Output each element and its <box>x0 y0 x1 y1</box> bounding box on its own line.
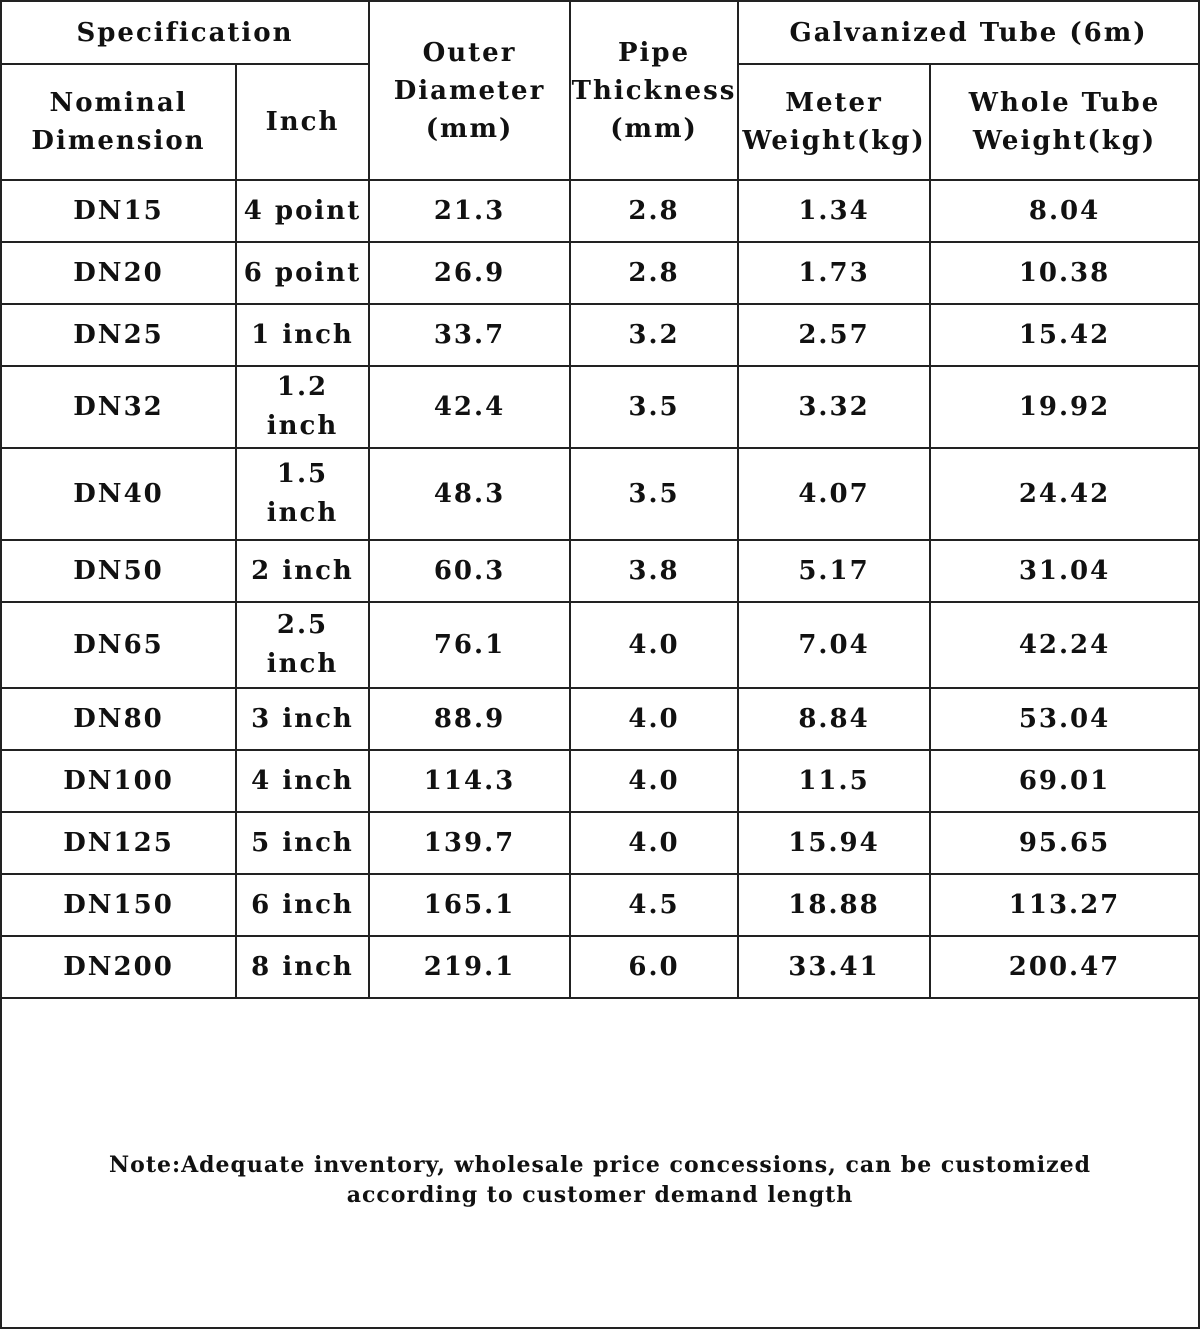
cell-inch-line: 2 inch <box>251 555 354 586</box>
table-row <box>2 936 1198 998</box>
cell-outer-diameter: 48.3 <box>369 448 570 540</box>
cell-pipe-thickness: 3.5 <box>570 448 738 540</box>
cell-meter-weight: 33.41 <box>738 936 930 998</box>
cell-outer-diameter: 219.1 <box>369 936 570 998</box>
cell-outer-diameter: 26.9 <box>369 242 570 304</box>
cell-meter-weight: 2.57 <box>738 304 930 366</box>
cell-pipe-thickness: 3.5 <box>570 366 738 448</box>
table-row <box>2 242 1198 304</box>
cell-inch <box>236 540 369 602</box>
header-meter-weight: Meter Weight(kg) <box>738 64 930 180</box>
header-whole-tube-weight: Whole Tube Weight(kg) <box>930 64 1198 180</box>
cell-inch <box>236 874 369 936</box>
cell-whole-tube-weight: 53.04 <box>930 688 1198 750</box>
table-row <box>2 812 1198 874</box>
cell-nominal-dimension: DN200 <box>2 936 236 998</box>
cell-outer-diameter: 165.1 <box>369 874 570 936</box>
cell-outer-diameter: 33.7 <box>369 304 570 366</box>
footer-note <box>2 1150 1198 1210</box>
cell-meter-weight: 8.84 <box>738 688 930 750</box>
cell-outer-diameter: 76.1 <box>369 602 570 688</box>
cell-inch <box>236 688 369 750</box>
cell-inch <box>236 242 369 304</box>
cell-inch <box>236 366 369 448</box>
cell-whole-tube-weight: 10.38 <box>930 242 1198 304</box>
cell-inch-line: 1 inch <box>251 319 354 350</box>
cell-whole-tube-weight: 200.47 <box>930 936 1198 998</box>
cell-inch-line: 3 inch <box>251 703 354 734</box>
header-outer-diameter: Outer Diameter (mm) <box>369 2 570 180</box>
table-row <box>2 366 1198 448</box>
cell-inch <box>236 602 369 688</box>
table-row <box>2 688 1198 750</box>
cell-whole-tube-weight: 24.42 <box>930 448 1198 540</box>
note-line-2: according to customer demand length <box>346 1182 854 1208</box>
cell-inch-line: 1.5 <box>276 459 329 489</box>
cell-pipe-thickness: 3.8 <box>570 540 738 602</box>
cell-pipe-thickness: 2.8 <box>570 242 738 304</box>
cell-nominal-dimension: DN50 <box>2 540 236 602</box>
cell-inch <box>236 448 369 540</box>
cell-meter-weight: 1.34 <box>738 180 930 242</box>
table-row <box>2 540 1198 602</box>
cell-meter-weight: 7.04 <box>738 602 930 688</box>
cell-inch <box>236 812 369 874</box>
cell-whole-tube-weight: 19.92 <box>930 366 1198 448</box>
table-row <box>2 602 1198 688</box>
cell-pipe-thickness: 2.8 <box>570 180 738 242</box>
header-specification: Specification <box>2 2 369 64</box>
cell-inch-line: 4 inch <box>251 765 354 796</box>
header-nominal-dimension: Nominal Dimension <box>2 64 236 180</box>
cell-nominal-dimension: DN32 <box>2 366 236 448</box>
cell-whole-tube-weight: 15.42 <box>930 304 1198 366</box>
table-row <box>2 874 1198 936</box>
table-row <box>2 304 1198 366</box>
cell-inch-line: 6 inch <box>251 889 354 920</box>
cell-inch <box>236 304 369 366</box>
cell-meter-weight: 4.07 <box>738 448 930 540</box>
cell-nominal-dimension: DN15 <box>2 180 236 242</box>
cell-inch-line: 1.2 <box>276 372 329 402</box>
cell-pipe-thickness: 6.0 <box>570 936 738 998</box>
cell-inch <box>236 180 369 242</box>
cell-meter-weight: 5.17 <box>738 540 930 602</box>
cell-nominal-dimension: DN65 <box>2 602 236 688</box>
cell-meter-weight: 15.94 <box>738 812 930 874</box>
cell-nominal-dimension: DN80 <box>2 688 236 750</box>
cell-nominal-dimension: DN25 <box>2 304 236 366</box>
header-pipe-thickness: Pipe Thickness (mm) <box>570 2 738 180</box>
cell-outer-diameter: 21.3 <box>369 180 570 242</box>
cell-meter-weight: 1.73 <box>738 242 930 304</box>
cell-whole-tube-weight: 113.27 <box>930 874 1198 936</box>
cell-meter-weight: 18.88 <box>738 874 930 936</box>
cell-inch-line: inch <box>266 649 339 679</box>
cell-nominal-dimension: DN125 <box>2 812 236 874</box>
cell-nominal-dimension: DN40 <box>2 448 236 540</box>
cell-outer-diameter: 60.3 <box>369 540 570 602</box>
cell-inch-line: 5 inch <box>251 827 354 858</box>
cell-pipe-thickness: 4.5 <box>570 874 738 936</box>
cell-pipe-thickness: 3.2 <box>570 304 738 366</box>
cell-outer-diameter: 42.4 <box>369 366 570 448</box>
cell-pipe-thickness: 4.0 <box>570 602 738 688</box>
cell-whole-tube-weight: 8.04 <box>930 180 1198 242</box>
pipe-spec-table <box>2 2 1198 999</box>
cell-outer-diameter: 114.3 <box>369 750 570 812</box>
cell-nominal-dimension: DN100 <box>2 750 236 812</box>
header-row-1 <box>2 2 1198 64</box>
cell-inch-line: inch <box>266 498 339 528</box>
cell-meter-weight: 11.5 <box>738 750 930 812</box>
cell-inch-line: 4 point <box>243 195 362 226</box>
table-row <box>2 180 1198 242</box>
cell-inch-line: inch <box>266 411 339 441</box>
cell-inch-line: 2.5 <box>276 610 329 640</box>
table-row <box>2 448 1198 540</box>
cell-meter-weight: 3.32 <box>738 366 930 448</box>
cell-inch <box>236 936 369 998</box>
cell-nominal-dimension: DN150 <box>2 874 236 936</box>
cell-pipe-thickness: 4.0 <box>570 750 738 812</box>
header-galvanized-tube: Galvanized Tube (6m) <box>738 2 1198 64</box>
cell-whole-tube-weight: 69.01 <box>930 750 1198 812</box>
cell-whole-tube-weight: 31.04 <box>930 540 1198 602</box>
cell-pipe-thickness: 4.0 <box>570 688 738 750</box>
cell-inch-line: 8 inch <box>251 951 354 982</box>
table-row <box>2 750 1198 812</box>
header-inch: Inch <box>236 64 369 180</box>
cell-pipe-thickness: 4.0 <box>570 812 738 874</box>
note-line-1: Note:Adequate inventory, wholesale price concessions, can be customized <box>109 1152 1091 1178</box>
cell-outer-diameter: 139.7 <box>369 812 570 874</box>
cell-whole-tube-weight: 95.65 <box>930 812 1198 874</box>
cell-inch-line: 6 point <box>243 257 362 288</box>
cell-inch <box>236 750 369 812</box>
table-body <box>2 180 1198 998</box>
cell-outer-diameter: 88.9 <box>369 688 570 750</box>
cell-nominal-dimension: DN20 <box>2 242 236 304</box>
cell-whole-tube-weight: 42.24 <box>930 602 1198 688</box>
